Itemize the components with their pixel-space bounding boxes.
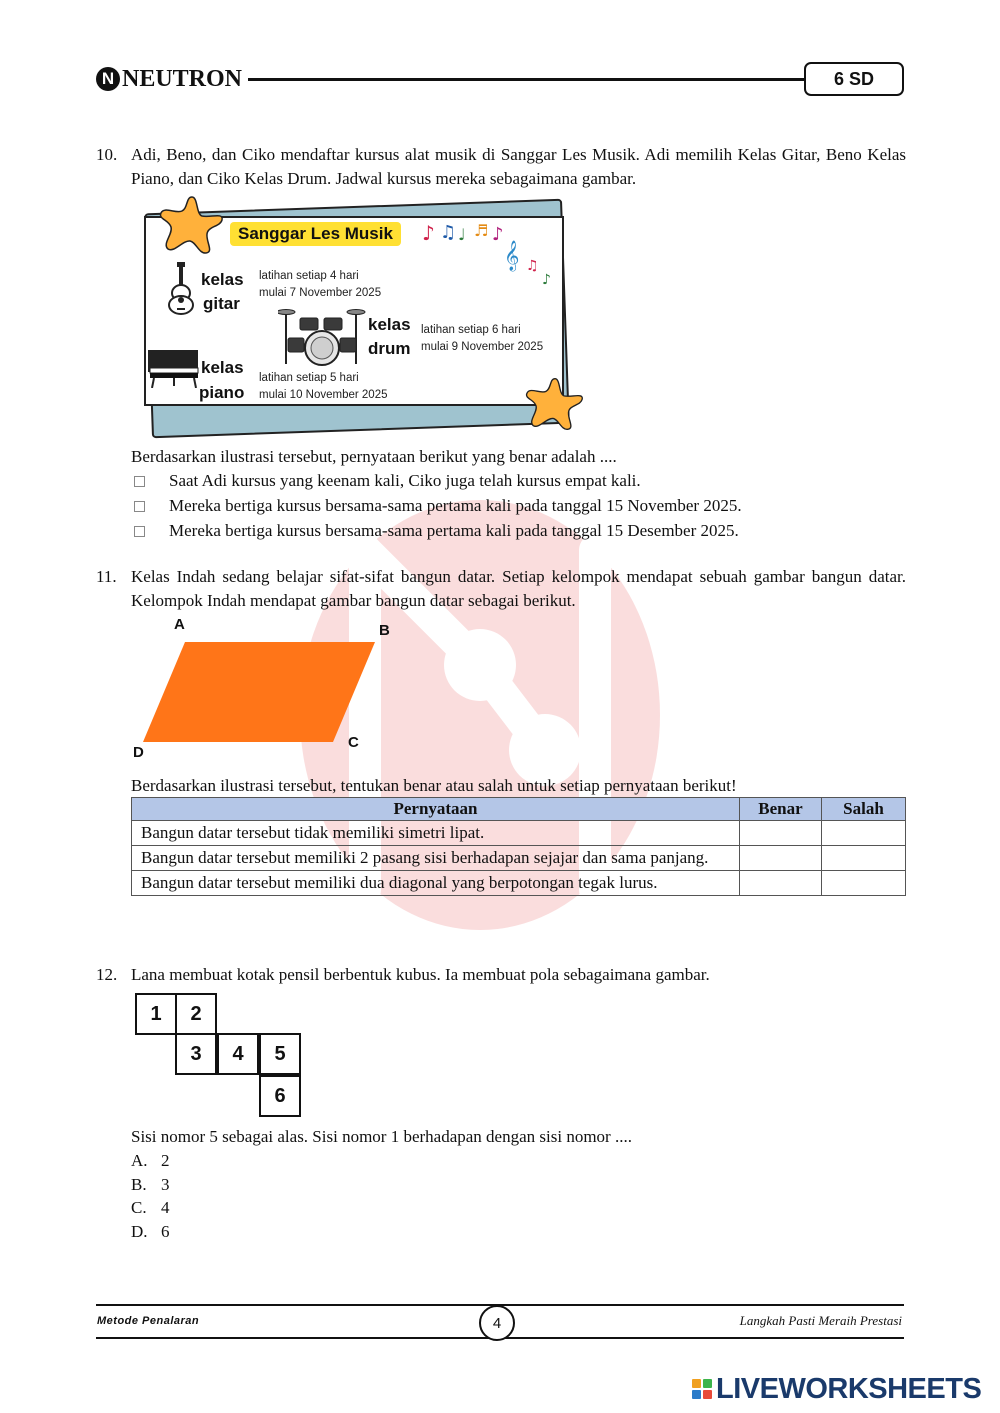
question-10-options (96, 445, 906, 544)
choice-d[interactable] (131, 1220, 906, 1244)
choice-letter: D. (131, 1221, 148, 1241)
star-icon (158, 194, 226, 256)
neutron-logo (96, 64, 242, 94)
header-rule (248, 78, 804, 81)
svg-text:♪: ♪ (492, 224, 504, 245)
question-11 (96, 565, 906, 613)
header-true: Benar (740, 798, 822, 821)
question-prompt: Sisi nomor 5 sebagai alas. Sisi nomor 1 berhadapan dengan sisi nomor .... (131, 1127, 632, 1146)
option-text: Mereka bertiga kursus bersama-sama pertama kali pada tanggal 15 Desember 2025. (169, 521, 739, 540)
svg-text:♪: ♪ (422, 221, 435, 245)
piano-icon (146, 346, 202, 388)
liveworksheets-brand (692, 1372, 981, 1406)
liveworksheets-logo-icon (692, 1379, 712, 1399)
question-text: Kelas Indah sedang belajar sifat-sifat bangun datar. Setiap kelompok mendapat sebuah gambar bangun datar. Kelompok Indah mendapat gambar bangun datar sebagai berikut. (131, 567, 906, 610)
drum-label-1: kelas (368, 315, 411, 334)
music-schedule-illustration (140, 198, 590, 443)
question-10 (96, 143, 906, 191)
gitar-label-1: kelas (201, 270, 244, 289)
star-icon (524, 376, 586, 432)
svg-text:♪: ♪ (542, 272, 551, 288)
svg-text:♫: ♫ (440, 222, 457, 243)
gitar-info-1: latihan setiap 4 hari (259, 270, 359, 282)
svg-text:♩: ♩ (458, 225, 466, 244)
net-cell-4: 4 (217, 1033, 259, 1075)
checkbox[interactable] (134, 501, 145, 512)
page-number: 4 (479, 1305, 515, 1341)
question-12-options (96, 1125, 906, 1243)
option-2[interactable] (131, 494, 906, 519)
table-row (132, 871, 906, 896)
question-prompt: Berdasarkan ilustrasi tersebut, pernyataan berikut yang benar adalah .... (131, 447, 617, 466)
choice-value: 4 (161, 1198, 170, 1217)
checkbox[interactable] (134, 526, 145, 537)
option-1[interactable] (131, 469, 906, 494)
false-answer-cell[interactable] (822, 871, 906, 896)
drum-info-1: latihan setiap 6 hari (421, 324, 521, 336)
footer-left-text: Metode Penalaran (97, 1315, 200, 1327)
grade-badge: 6 SD (804, 62, 904, 96)
question-11-prompt (96, 774, 906, 798)
vertex-c-label: C (348, 734, 359, 751)
guitar-icon (166, 262, 196, 316)
table-row (132, 846, 906, 871)
illustration-title: Sanggar Les Musik (230, 222, 401, 246)
question-prompt: Berdasarkan ilustrasi tersebut, tentukan benar atau salah untuk setiap pernyataan berikut! (131, 776, 737, 795)
vertex-d-label: D (133, 744, 144, 761)
option-3[interactable] (131, 519, 906, 544)
statement-cell: Bangun datar tersebut memiliki 2 pasang sisi berhadapan sejajar dan sama panjang. (132, 846, 740, 871)
vertex-a-label: A (174, 616, 185, 633)
drum-kit-icon (278, 306, 366, 368)
liveworksheets-text: LIVEWORKSHEETS (716, 1372, 982, 1405)
choice-letter: A. (131, 1151, 148, 1170)
choice-b[interactable] (131, 1173, 906, 1197)
net-cell-2: 2 (175, 993, 217, 1035)
gitar-info-2: mulai 7 November 2025 (259, 287, 382, 299)
piano-label-2: piano (199, 383, 245, 402)
drum-label-2: drum (368, 339, 411, 358)
vertex-b-label: B (379, 622, 390, 639)
false-answer-cell[interactable] (822, 821, 906, 846)
music-notes-icon (422, 218, 562, 288)
footer-tagline: Langkah Pasti Meraih Prestasi (739, 1313, 902, 1328)
choice-value: 2 (161, 1151, 170, 1170)
net-cell-6: 6 (259, 1075, 301, 1117)
logo-mark: N (96, 67, 120, 91)
net-cell-1: 1 (135, 993, 177, 1035)
checkbox[interactable] (134, 476, 145, 487)
logo-text: NEUTRON (122, 65, 243, 92)
piano-label-1: kelas (201, 358, 244, 377)
drum-info-2: mulai 9 November 2025 (421, 341, 544, 353)
piano-info-1: latihan setiap 5 hari (259, 372, 359, 384)
true-answer-cell[interactable] (740, 871, 822, 896)
header-false: Salah (822, 798, 906, 821)
svg-text:♬: ♬ (474, 221, 489, 240)
true-answer-cell[interactable] (740, 821, 822, 846)
gitar-label-2: gitar (203, 294, 240, 313)
question-number: 10. (96, 145, 118, 164)
choice-letter: B. (131, 1174, 147, 1194)
false-answer-cell[interactable] (822, 846, 906, 871)
parallelogram-figure (130, 612, 390, 767)
table-header-row (132, 798, 906, 821)
option-text: Saat Adi kursus yang keenam kali, Ciko juga telah kursus empat kali. (169, 471, 641, 490)
header-statement: Pernyataan (132, 798, 740, 821)
choice-value: 6 (161, 1221, 170, 1241)
net-cell-3: 3 (175, 1033, 217, 1075)
question-text: Adi, Beno, dan Ciko mendaftar kursus alat musik di Sanggar Les Musik. Adi memilih Kelas Gitar, Beno Kelas Piano, dan Ciko Kelas Drum. Jadwal kursus mereka sebagaimana gambar. (131, 145, 906, 188)
choice-letter: C. (131, 1198, 147, 1217)
choice-value: 3 (161, 1174, 170, 1194)
true-answer-cell[interactable] (740, 846, 822, 871)
choice-c[interactable] (131, 1196, 906, 1220)
piano-info-2: mulai 10 November 2025 (259, 389, 388, 401)
svg-text:𝄞: 𝄞 (504, 241, 520, 271)
cube-net (135, 993, 305, 1121)
page-header (96, 62, 904, 98)
choice-a[interactable] (131, 1149, 906, 1173)
question-number: 11. (96, 567, 117, 586)
table-row (132, 821, 906, 846)
question-text: Lana membuat kotak pensil berbentuk kubus. Ia membuat pola sebagaimana gambar. (131, 965, 710, 984)
net-cell-5: 5 (259, 1033, 301, 1075)
statement-cell: Bangun datar tersebut tidak memiliki simetri lipat. (132, 821, 740, 846)
true-false-table (131, 797, 906, 896)
statement-cell: Bangun datar tersebut memiliki dua diagonal yang berpotongan tegak lurus. (132, 871, 740, 896)
question-number: 12. (96, 965, 118, 984)
option-text: Mereka bertiga kursus bersama-sama pertama kali pada tanggal 15 November 2025. (169, 496, 742, 515)
svg-text:♫: ♫ (526, 258, 539, 274)
question-12 (96, 963, 906, 987)
